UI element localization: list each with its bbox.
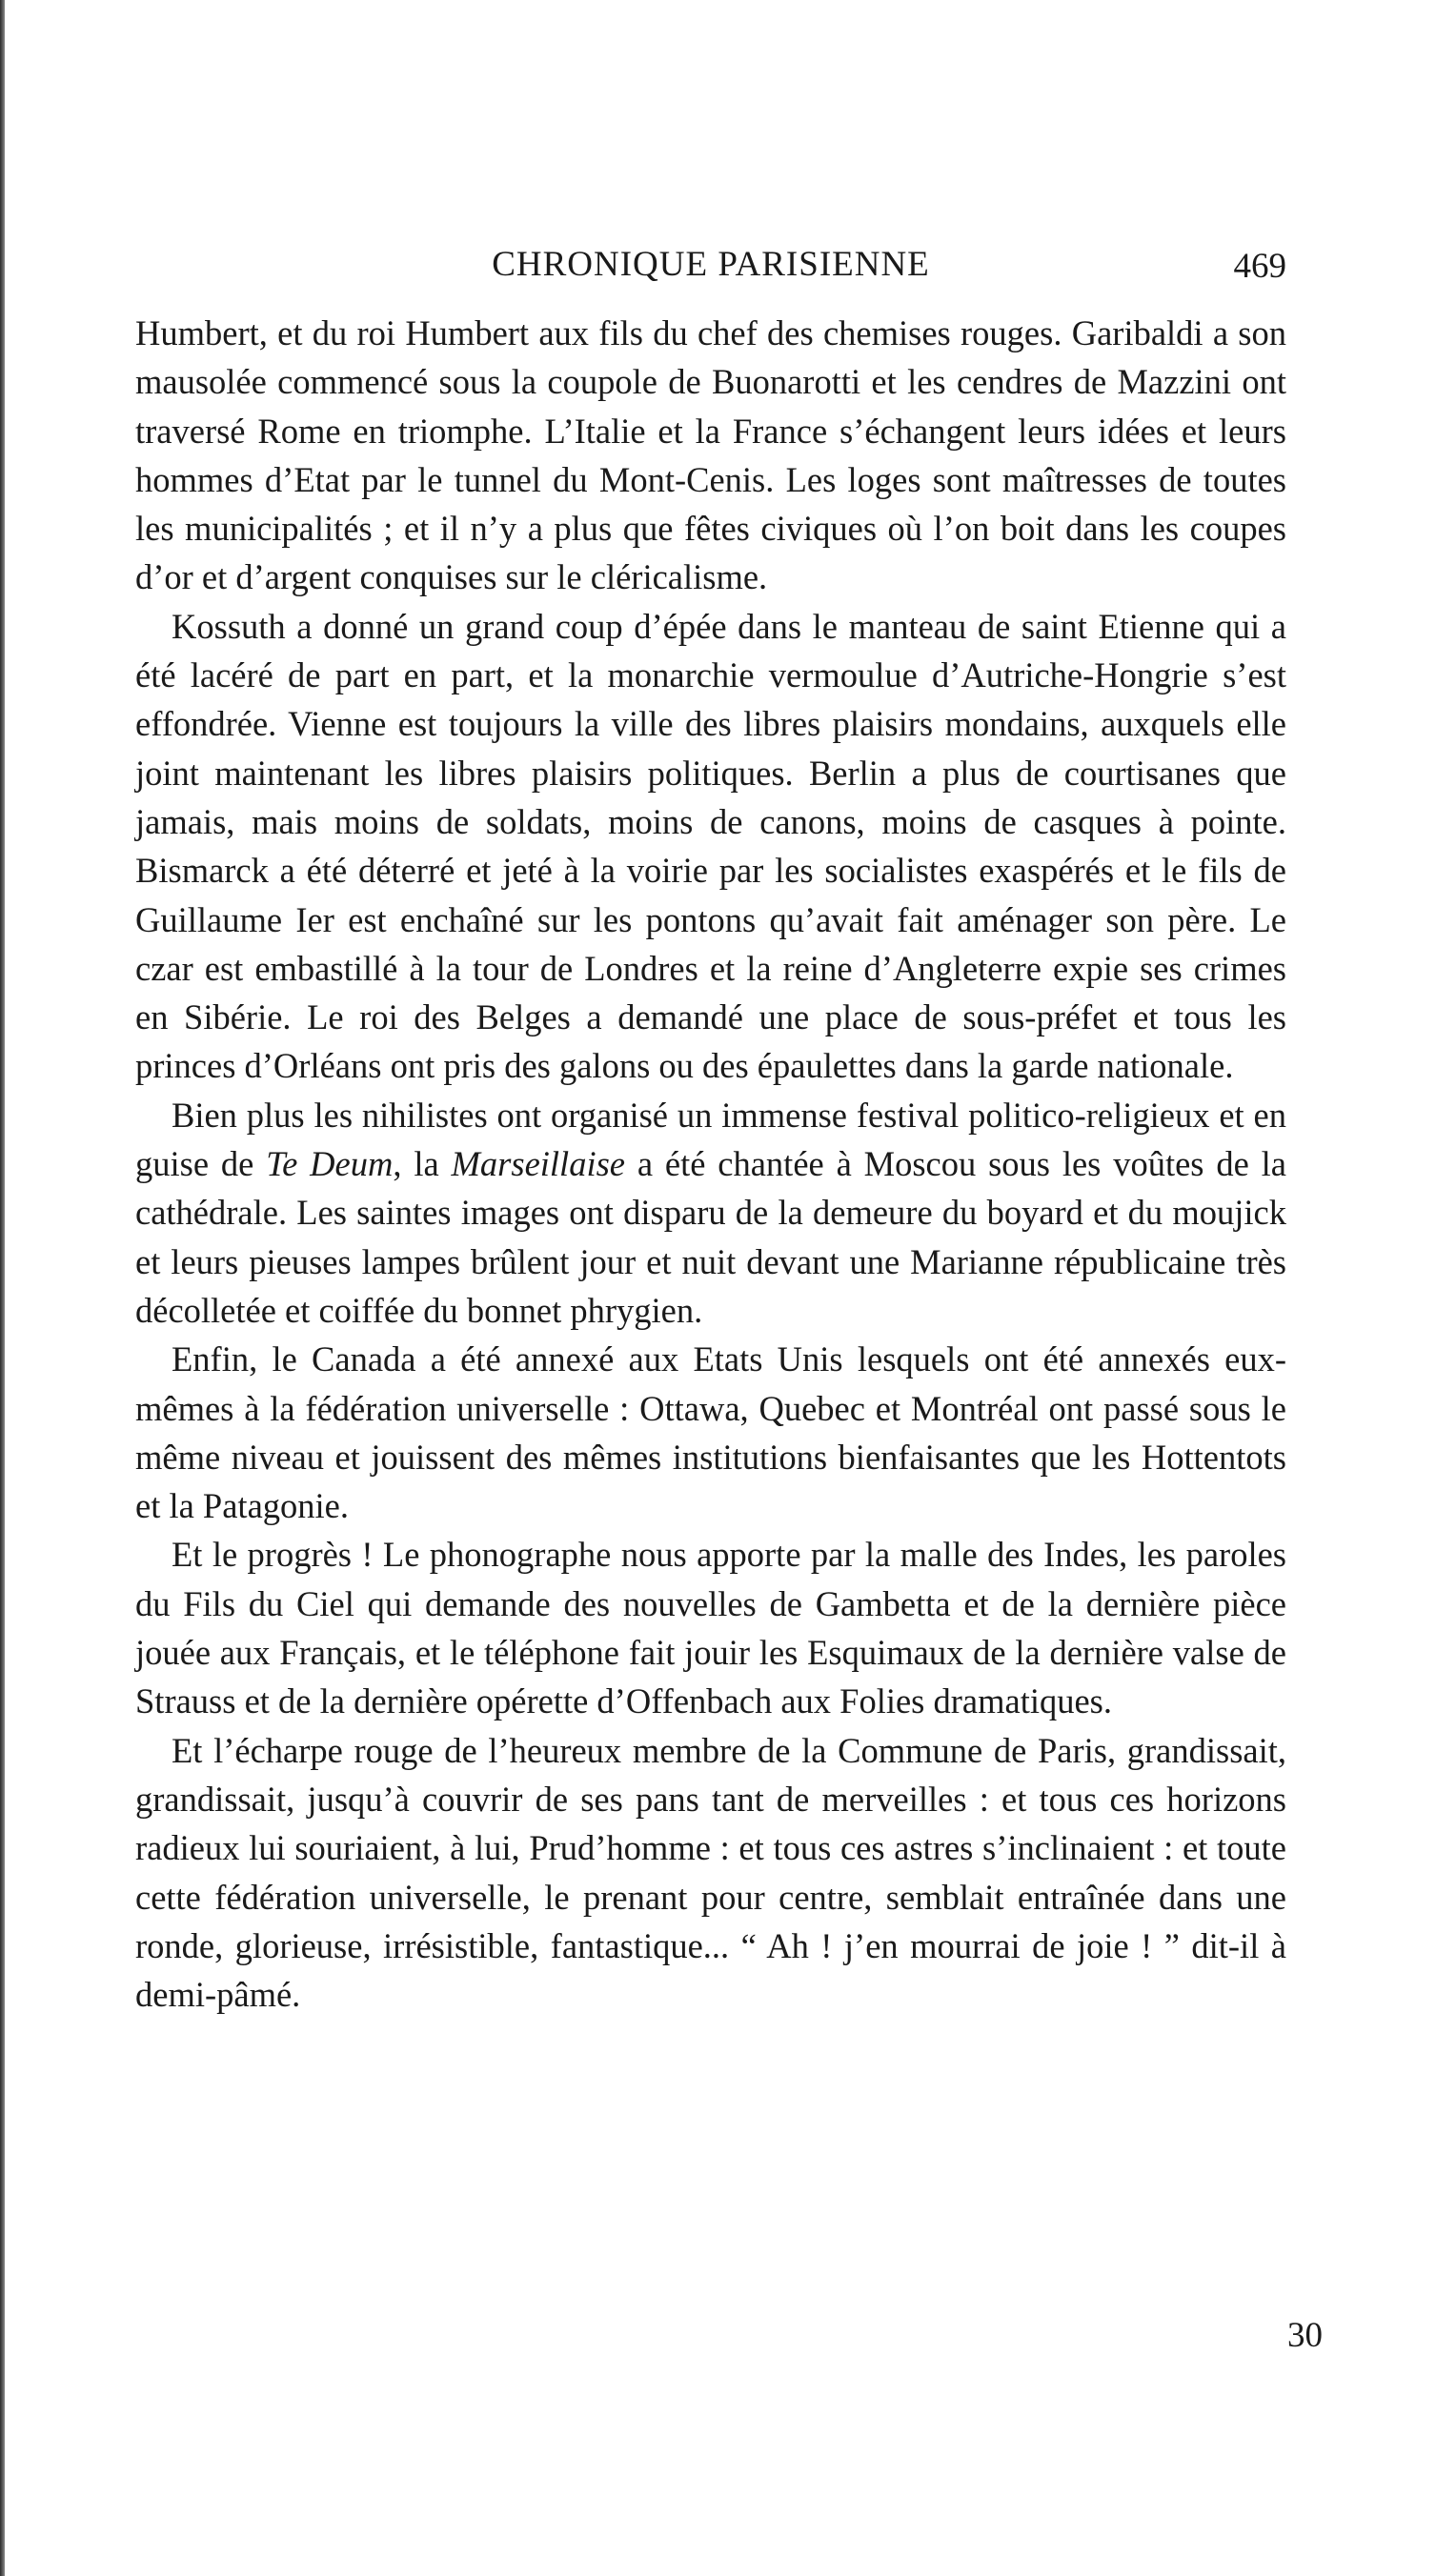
body-text — [135, 309, 1286, 2019]
paragraph-text: Enfin, le Canada a été annexé aux Etats Unis lesquels ont été annexés eux-mêmes à la fédération universelle : Ottawa, Quebec et Montréal ont passé sous le même niveau et jouissent des mêmes institutions bienfaisantes que les Hottentots et la Patagonie. — [135, 1339, 1286, 1526]
paragraph-6 — [135, 1726, 1286, 2020]
page-number: 469 — [1233, 247, 1286, 286]
italic-title-marseillaise: Marseillaise — [451, 1144, 625, 1184]
binding-edge — [0, 0, 5, 2576]
paragraph-text: Et le progrès ! Le phonographe nous apporte par la malle des Indes, les paroles du Fils du Ciel qui demande des nouvelles de Gambetta et de la dernière pièce jouée aux Français, et le téléphone fait jouir les Esquimaux de la dernière valse de Strauss et de la dernière opérette d’Offenbach aux Folies dramatiques. — [135, 1535, 1286, 1721]
paragraph-3 — [135, 1091, 1286, 1335]
paragraph-text: Kossuth a donné un grand coup d’épée dans le manteau de saint Etienne qui a été lacéré de part en part, et la monarchie vermoulue d’Autriche-Hongrie s’est effondrée. Vienne est toujours la ville des libres plaisirs mondains, auxquels elle joint maintenant les libres plaisirs politiques. Berlin a plus de courtisanes que jamais, mais moins de soldats, moins de canons, moins de casques à pointe. Bismarck a été déterré et jeté à la voirie par les socialistes exaspérés et le fils de Guillaume Ier est enchaîné sur les pontons qu’avait fait aménager son père. Le czar est embastillé à la tour de Londres et la reine d’Angleterre expie ses crimes en Sibérie. Le roi des Belges a demandé une place de sous-préfet et tous les princes d’Orléans ont pris des galons ou des épaulettes dans la garde nationale. — [135, 606, 1286, 1086]
page-header — [135, 238, 1286, 295]
italic-title-te-deum: Te Deum — [266, 1144, 394, 1184]
book-page — [135, 238, 1286, 2019]
paragraph-text-before: Bien plus les nihilistes ont organisé un immense festival politico-religieux et en guise de — [135, 1095, 1286, 1184]
paragraph-text: Et l’écharpe rouge de l’heureux membre de la Commune de Paris, grandissait, grandissait, jusqu’à couvrir de ses pans tant de merveilles : et tous ces horizons radieux lui souriaient, à lui, Prud’homme : et tous ces astres s’inclinaient : et toute cette fédération universelle, le prenant pour centre, semblait entraînée dans une ronde, glorieuse, irrésistible, fantastique... “ Ah ! j’en mourrai de joie ! ” dit-il à demi-pâmé. — [135, 1730, 1286, 2015]
paragraph-text-after: a été chantée à Moscou sous les voûtes de la cathédrale. Les saintes images ont disparu de la demeure du boyard et du moujick et leurs pieuses lampes brûlent jour et nuit devant une Marianne républicaine très décolletée et coiffée du bonnet phrygien. — [135, 1144, 1286, 1330]
paragraph-2 — [135, 602, 1286, 1091]
paragraph-text: Humbert, et du roi Humbert aux fils du chef des chemises rouges. Garibaldi a son mausolée commencé sous la coupole de Buonarotti et les cendres de Mazzini ont traversé Rome en triomphe. L’Italie et la France s’échangent leurs idées et leurs hommes d’Etat par le tunnel du Mont-Cenis. Les loges sont maîtresses de toutes les municipalités ; et il n’y a plus que fêtes civiques où l’on boit dans les coupes d’or et d’argent conquises sur le cléricalisme. — [135, 313, 1286, 597]
paragraph-4 — [135, 1335, 1286, 1530]
paragraph-text-mid: , la — [393, 1144, 452, 1184]
running-head: CHRONIQUE PARISIENNE — [492, 245, 930, 284]
paragraph-1 — [135, 309, 1286, 602]
paragraph-5 — [135, 1530, 1286, 1725]
signature-mark: 30 — [1287, 2316, 1323, 2355]
